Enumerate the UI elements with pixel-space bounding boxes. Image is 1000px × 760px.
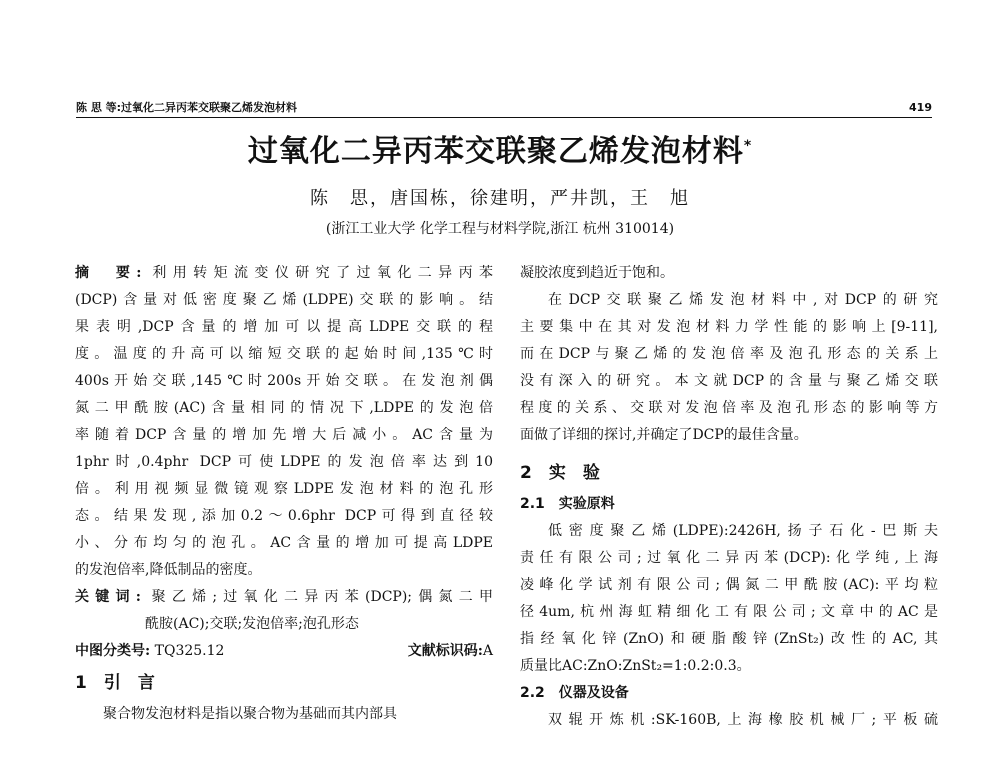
abstract-line: 小、分布均匀的泡孔。AC含量的增加可提高LDPE bbox=[75, 535, 493, 551]
abstract-text: 利用转矩流变仪研究了过氧化二异丙苯 bbox=[152, 265, 493, 281]
body-line: 主要集中在其对发泡材料力学性能的影响上[9-11], bbox=[520, 319, 938, 335]
right-column bbox=[520, 260, 938, 734]
keywords-line-2: 酰胺(AC);交联;发泡倍率;泡孔形态 bbox=[145, 616, 359, 632]
header-rule bbox=[76, 117, 932, 118]
body-line: 没有深入的研究。本文就DCP的含量与聚乙烯交联 bbox=[520, 373, 938, 389]
running-title: 陈 思 等:过氧化二异丙苯交联聚乙烯发泡材料 bbox=[76, 101, 298, 114]
paper-title-text: 过氧化二异丙苯交联聚乙烯发泡材料 bbox=[247, 134, 744, 169]
section-1-heading: 1 引 言 bbox=[75, 673, 155, 693]
abstract-line: 1phr时,0.4phr DCP可使LDPE的发泡倍率达到10 bbox=[75, 454, 493, 470]
document-code-label: 文献标识码: bbox=[407, 643, 483, 659]
body-line: 凝胶浓度到趋近于饱和。 bbox=[520, 265, 674, 281]
body-line: 责任有限公司;过氧化二异丙苯(DCP):化学纯,上海 bbox=[520, 550, 938, 566]
classification-row bbox=[75, 638, 493, 665]
body-line: 程度的关系、交联对发泡倍率及泡孔形态的影响等方 bbox=[520, 400, 938, 416]
authors: 陈 思，唐国栋，徐建明，严井凯，王 旭 bbox=[310, 188, 690, 209]
abstract-line-1 bbox=[75, 260, 493, 287]
abstract-label: 摘 要: bbox=[75, 265, 142, 281]
body-line: 指经氧化锌(ZnO)和硬脂酸锌(ZnSt₂)改性的AC,其 bbox=[520, 631, 938, 647]
body-line: 双辊开炼机:SK-160B,上海橡胶机械厂;平板硫 bbox=[548, 712, 938, 728]
running-header bbox=[76, 101, 932, 115]
document-code-value: A bbox=[482, 643, 493, 659]
keywords-text: 聚乙烯;过氧化二异丙苯(DCP);偶氮二甲 bbox=[151, 589, 493, 605]
affiliation: (浙江工业大学 化学工程与材料学院,浙江 杭州 310014) bbox=[325, 221, 675, 237]
abstract-line: (DCP)含量对低密度聚乙烯(LDPE)交联的影响。结 bbox=[75, 292, 493, 308]
left-column bbox=[75, 260, 493, 728]
section-1-paragraph: 聚合物发泡材料是指以聚合物为基础而其内部具 bbox=[103, 706, 397, 722]
classification-value: TQ325.12 bbox=[154, 643, 225, 659]
abstract-line: 率随着DCP含量的增加先增大后减小。AC含量为 bbox=[75, 427, 493, 443]
abstract-line: 态。结果发现,添加0.2～0.6phr DCP可得到直径较 bbox=[75, 508, 493, 524]
body-line: 而在DCP与聚乙烯的发泡倍率及泡孔形态的关系上 bbox=[520, 346, 938, 362]
abstract-line: 的发泡倍率,降低制品的密度。 bbox=[75, 562, 262, 578]
body-line: 凌峰化学试剂有限公司;偶氮二甲酰胺(AC):平均粒 bbox=[520, 577, 938, 593]
subsection-2-1-heading: 2.1 实验原料 bbox=[520, 496, 615, 512]
keywords-label: 关键词: bbox=[75, 589, 141, 605]
title-footnote-mark: * bbox=[743, 138, 753, 154]
subsection-2-2-heading: 2.2 仪器及设备 bbox=[520, 685, 629, 701]
body-line: 质量比AC:ZnO:ZnSt₂=1:0.2:0.3。 bbox=[520, 658, 751, 674]
section-2-heading: 2 实 验 bbox=[520, 463, 600, 483]
abstract-line: 度。温度的升高可以缩短交联的起始时间,135℃时 bbox=[75, 346, 493, 362]
paper-title bbox=[0, 126, 1000, 172]
abstract-line: 果表明,DCP含量的增加可以提高LDPE交联的程 bbox=[75, 319, 493, 335]
document-code bbox=[408, 638, 493, 665]
body-line: 在DCP交联聚乙烯发泡材料中,对DCP的研究 bbox=[548, 292, 938, 308]
abstract-line: 倍。利用视频显微镜观察LDPE发泡材料的泡孔形 bbox=[75, 481, 493, 497]
body-line: 径4um,杭州海虹精细化工有限公司;文章中的AC是 bbox=[520, 604, 938, 620]
body-line: 低密度聚乙烯(LDPE):2426H,扬子石化-巴斯夫 bbox=[548, 523, 938, 539]
classification-label: 中图分类号: bbox=[75, 643, 151, 659]
abstract-line: 400s开始交联,145℃时200s开始交联。在发泡剂偶 bbox=[75, 373, 493, 389]
abstract-line: 氮二甲酰胺(AC)含量相同的情况下,LDPE的发泡倍 bbox=[75, 400, 493, 416]
keywords-line-1 bbox=[75, 584, 493, 611]
body-line: 面做了详细的探讨,并确定了DCP的最佳含量。 bbox=[520, 427, 808, 443]
page-number: 419 bbox=[909, 101, 932, 114]
